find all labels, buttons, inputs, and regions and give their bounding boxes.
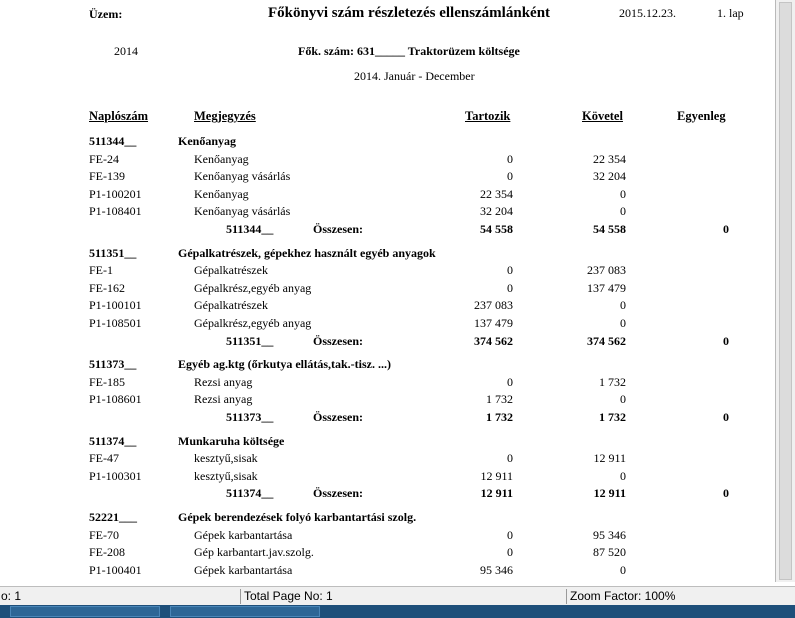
- group-name: Munkaruha költsége: [178, 433, 285, 448]
- tartozik-cell: 0: [507, 263, 513, 278]
- total-row: [0, 485, 775, 502]
- kovetel-cell: 0: [620, 316, 626, 330]
- kovetel-cell: 1 732: [599, 374, 626, 389]
- total-egyenleg: 0: [723, 333, 729, 348]
- total-row: [0, 333, 775, 350]
- account-line: Fők. szám: 631_____ Traktorüzem költsége: [298, 44, 520, 58]
- kovetel-cell: 0: [620, 298, 626, 313]
- kovetel-cell: 95 346: [593, 527, 626, 542]
- naploszam-cell: P1-108501: [89, 316, 142, 330]
- table-row: [0, 527, 775, 544]
- table-row: [0, 262, 775, 279]
- table-row: [0, 297, 775, 314]
- megjegyzes-cell: Gépek karbantartása: [194, 527, 293, 542]
- group-code: 511374__: [89, 433, 137, 448]
- total-label: Összesen:: [313, 486, 363, 501]
- status-bar: [0, 586, 795, 605]
- tartozik-cell: 0: [507, 151, 513, 166]
- column-naploszam: Naplószám: [89, 109, 149, 123]
- kovetel-cell: 0: [620, 562, 626, 577]
- tartozik-cell: 95 346: [480, 562, 513, 577]
- table-row: [0, 562, 775, 579]
- kovetel-cell: 137 479: [587, 280, 626, 295]
- megjegyzes-cell: Gépek karbantartása: [194, 562, 293, 577]
- megjegyzes-cell: Kenőanyag vásárlás: [194, 169, 291, 184]
- scrollbar-thumb[interactable]: [779, 2, 792, 580]
- total-kovetel: 12 911: [593, 486, 626, 501]
- kovetel-cell: 0: [620, 204, 626, 219]
- total-code: 511373__: [226, 410, 274, 424]
- naploszam-cell: FE-185: [89, 374, 125, 389]
- table-row: [0, 203, 775, 220]
- tartozik-cell: 1 732: [486, 392, 513, 407]
- megjegyzes-cell: kesztyű,sisak: [194, 468, 258, 483]
- vertical-scrollbar[interactable]: [775, 0, 795, 582]
- megjegyzes-cell: Kenőanyag: [194, 151, 249, 166]
- naploszam-cell: FE-139: [89, 169, 125, 184]
- naploszam-cell: FE-208: [89, 545, 125, 560]
- megjegyzes-cell: Gépalkrész,egyéb anyag: [194, 316, 312, 330]
- megjegyzes-cell: Kenőanyag: [194, 186, 249, 201]
- total-tartozik: 1 732: [486, 410, 513, 424]
- total-tartozik: 12 911: [480, 486, 513, 501]
- group-code: 511351__: [89, 245, 137, 260]
- group-code: 511373__: [89, 357, 137, 372]
- tartozik-cell: 22 354: [480, 186, 513, 201]
- total-row: [0, 409, 775, 426]
- total-tartozik: 374 562: [474, 333, 513, 348]
- group-header: [0, 509, 775, 526]
- naploszam-cell: P1-100101: [89, 298, 142, 313]
- tartozik-cell: 0: [507, 374, 513, 389]
- total-kovetel: 374 562: [587, 333, 626, 348]
- total-code: 511351__: [226, 333, 274, 348]
- group-header: [0, 133, 775, 150]
- total-label: Összesen:: [313, 333, 363, 348]
- total-code: 511344__: [226, 222, 274, 236]
- group-name: Gépek berendezések folyó karbantartási szolg.: [178, 510, 417, 524]
- total-egyenleg: 0: [723, 222, 729, 236]
- megjegyzes-cell: Gépalkrész,egyéb anyag: [194, 280, 312, 295]
- group-code: 52221___: [89, 510, 137, 524]
- tartozik-cell: 12 911: [480, 468, 513, 483]
- taskbar: [0, 605, 795, 618]
- naploszam-cell: FE-70: [89, 527, 119, 542]
- table-row: [0, 374, 775, 391]
- naploszam-cell: P1-108401: [89, 204, 142, 219]
- kovetel-cell: 32 204: [593, 169, 626, 184]
- tartozik-cell: 32 204: [480, 204, 513, 219]
- tartozik-cell: 237 083: [474, 298, 513, 313]
- kovetel-cell: 0: [620, 392, 626, 407]
- total-tartozik: 54 558: [480, 222, 513, 236]
- column-kovetel: Követel: [582, 109, 623, 123]
- table-row: [0, 151, 775, 168]
- table-row: [0, 450, 775, 467]
- kovetel-cell: 87 520: [593, 545, 626, 560]
- tartozik-cell: 137 479: [474, 316, 513, 330]
- report-title: Főkönyvi szám részletezés ellenszámlánként: [268, 5, 551, 21]
- kovetel-cell: 237 083: [587, 263, 626, 278]
- megjegyzes-cell: Rezsi anyag: [194, 392, 253, 407]
- megjegyzes-cell: Rezsi anyag: [194, 374, 253, 389]
- megjegyzes-cell: kesztyű,sisak: [194, 451, 258, 466]
- total-kovetel: 54 558: [593, 222, 626, 236]
- kovetel-cell: 0: [620, 468, 626, 483]
- group-name: Egyéb ag.ktg (őrkutya ellátás,tak.-tisz. ...): [178, 357, 391, 372]
- group-code: 511344__: [89, 134, 137, 148]
- kovetel-cell: 22 354: [593, 151, 626, 166]
- naploszam-cell: P1-100201: [89, 186, 142, 201]
- column-tartozik: Tartozik: [465, 109, 511, 123]
- naploszam-cell: P1-100401: [89, 562, 142, 577]
- tartozik-cell: 0: [507, 545, 513, 560]
- total-code: 511374__: [226, 486, 274, 501]
- megjegyzes-cell: Gép karbantart.jav.szolg.: [194, 545, 314, 560]
- tartozik-cell: 0: [507, 527, 513, 542]
- group-header: [0, 433, 775, 450]
- table-row: [0, 280, 775, 297]
- kovetel-cell: 0: [620, 186, 626, 201]
- total-kovetel: 1 732: [599, 410, 626, 424]
- megjegyzes-cell: Gépalkatrészek: [194, 298, 268, 313]
- kovetel-cell: 12 911: [593, 451, 626, 466]
- megjegyzes-cell: Kenőanyag vásárlás: [194, 204, 291, 219]
- naploszam-cell: FE-47: [89, 451, 119, 466]
- column-egyenleg: Egyenleg: [677, 109, 726, 123]
- total-egyenleg: 0: [723, 486, 729, 501]
- total-egyenleg: 0: [723, 410, 729, 424]
- total-row: [0, 221, 775, 238]
- group-header: [0, 356, 775, 373]
- status-zoom: Zoom Factor: 100%: [566, 589, 675, 604]
- tartozik-cell: 0: [507, 451, 513, 466]
- total-label: Összesen:: [313, 410, 363, 424]
- megjegyzes-cell: Gépalkatrészek: [194, 263, 268, 278]
- page-number: 1. lap: [717, 6, 744, 20]
- total-label: Összesen:: [313, 222, 363, 236]
- table-row: [0, 168, 775, 185]
- taskbar-button[interactable]: [170, 606, 320, 617]
- uzem-label: Üzem:: [89, 7, 123, 21]
- tartozik-cell: 0: [507, 169, 513, 184]
- taskbar-button[interactable]: [10, 606, 160, 617]
- column-megjegyzes: Megjegyzés: [194, 109, 256, 123]
- naploszam-cell: P1-108601: [89, 392, 142, 407]
- naploszam-cell: FE-1: [89, 263, 113, 278]
- group-header: [0, 245, 775, 262]
- table-row: [0, 186, 775, 203]
- table-row: [0, 544, 775, 561]
- naploszam-cell: FE-24: [89, 151, 119, 166]
- table-row: [0, 468, 775, 485]
- report-date: 2015.12.23.: [619, 6, 676, 20]
- table-row: [0, 315, 775, 332]
- status-page-no: o: 1: [1, 589, 22, 603]
- group-name: Kenőanyag: [178, 134, 237, 148]
- tartozik-cell: 0: [507, 280, 513, 295]
- report-year: 2014: [114, 44, 138, 58]
- group-name: Gépalkatrészek, gépekhez használt egyéb anyagok: [178, 245, 436, 260]
- table-row: [0, 391, 775, 408]
- status-total-pages: Total Page No: 1: [240, 589, 333, 604]
- naploszam-cell: FE-162: [89, 280, 125, 295]
- naploszam-cell: P1-100301: [89, 468, 142, 483]
- report-period: 2014. Január - December: [354, 69, 475, 83]
